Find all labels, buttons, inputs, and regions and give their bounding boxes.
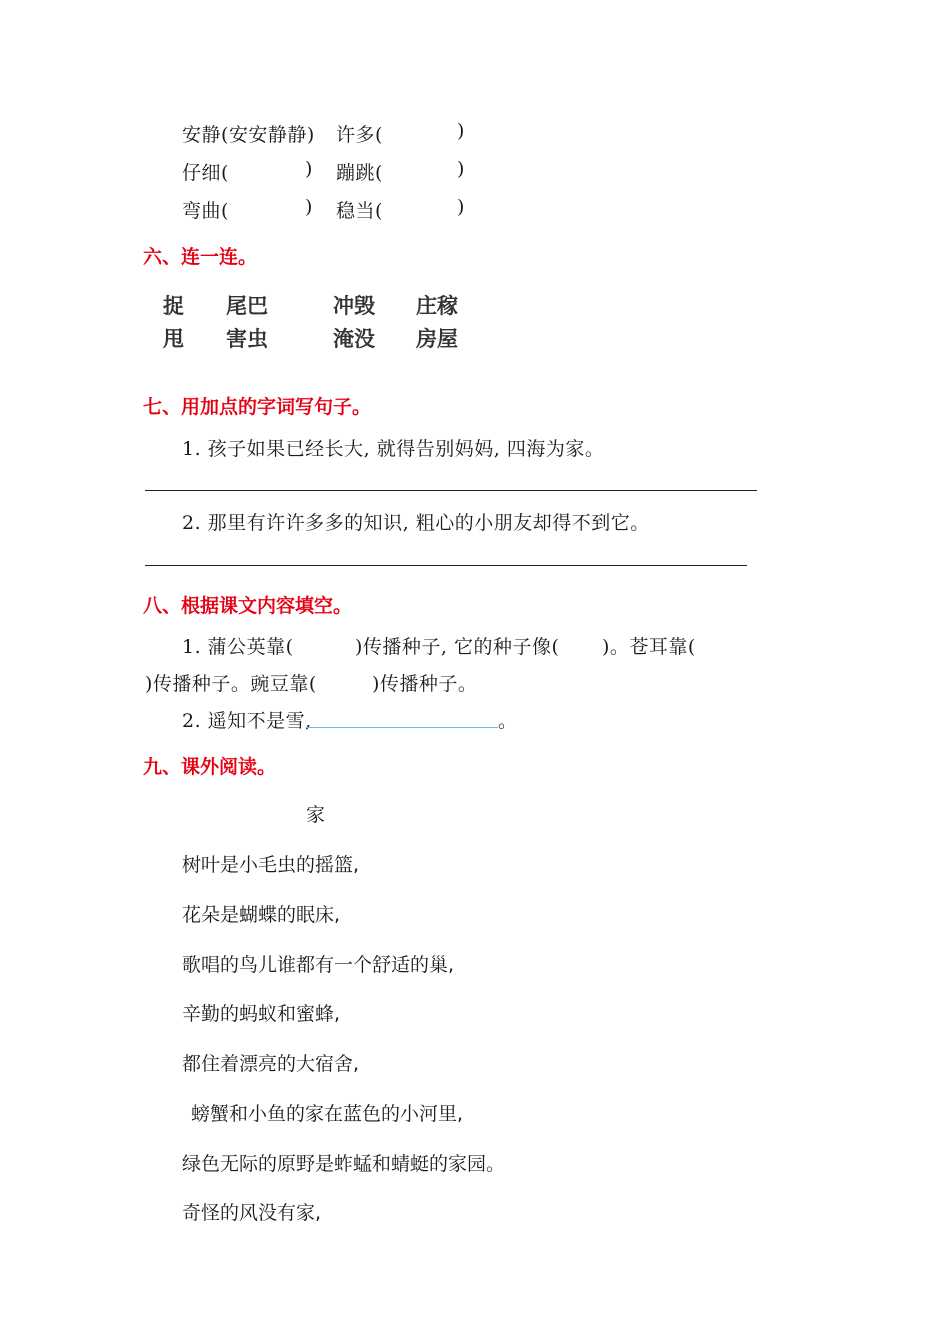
question-text: 2. 遥知不是雪, xyxy=(182,710,312,732)
poem-line: 歌唱的鸟儿谁都有一个舒适的巢, xyxy=(182,954,455,976)
word-item: 安静(安安静静) xyxy=(182,124,315,146)
match-word: 冲毁 xyxy=(333,293,375,318)
poem-line: 绿色无际的原野是蚱蜢和蜻蜓的家园。 xyxy=(182,1153,506,1175)
question-text: )传播种子。豌豆靠( xyxy=(145,673,317,695)
answer-line[interactable] xyxy=(145,565,747,566)
match-word: 甩 xyxy=(163,326,184,351)
poem-line: 辛勤的蚂蚁和蜜蜂, xyxy=(182,1003,341,1025)
question-text: )。苍耳靠( xyxy=(602,636,696,658)
word-bracket-close: ) xyxy=(457,196,465,218)
poem-line: 都住着漂亮的大宿舍, xyxy=(182,1053,360,1075)
question-text: 1. 孩子如果已经长大, 就得告别妈妈, 四海为家。 xyxy=(182,438,605,460)
word-bracket-close: ) xyxy=(457,158,465,180)
word-item: 弯曲( xyxy=(182,200,229,222)
question-text: )传播种子, 它的种子像( xyxy=(355,636,560,658)
question-text: )传播种子。 xyxy=(372,673,478,695)
fill-blank-line[interactable] xyxy=(306,727,498,728)
word-item: 蹦跳( xyxy=(336,162,383,184)
poem-line: 树叶是小毛虫的摇篮, xyxy=(182,854,360,876)
section-heading-9: 九、课外阅读。 xyxy=(143,756,277,778)
word-item: 仔细( xyxy=(182,162,229,184)
match-word: 房屋 xyxy=(416,326,458,351)
answer-line[interactable] xyxy=(145,490,757,491)
poem-line: 螃蟹和小鱼的家在蓝色的小河里, xyxy=(191,1103,464,1125)
word-item: 稳当( xyxy=(336,200,383,222)
word-bracket-close: ) xyxy=(305,158,313,180)
section-heading-6: 六、连一连。 xyxy=(143,246,258,268)
poem-line: 花朵是蝴蝶的眠床, xyxy=(182,904,341,926)
match-word: 尾巴 xyxy=(226,293,268,318)
word-bracket-close: ) xyxy=(305,196,313,218)
question-text: 。 xyxy=(498,710,518,732)
poem-title: 家 xyxy=(306,804,326,826)
section-heading-7: 七、用加点的字词写句子。 xyxy=(143,396,372,418)
match-word: 庄稼 xyxy=(416,293,458,318)
word-item: 许多( xyxy=(336,124,383,146)
match-word: 捉 xyxy=(163,293,184,318)
match-word: 淹没 xyxy=(333,326,375,351)
question-text: 2. 那里有许许多多的知识, 粗心的小朋友却得不到它。 xyxy=(182,512,650,534)
section-heading-8: 八、根据课文内容填空。 xyxy=(143,595,353,617)
question-text: 1. 蒲公英靠( xyxy=(182,636,294,658)
poem-line: 奇怪的风没有家, xyxy=(182,1202,322,1224)
match-word: 害虫 xyxy=(226,326,268,351)
word-bracket-close: ) xyxy=(457,120,465,142)
